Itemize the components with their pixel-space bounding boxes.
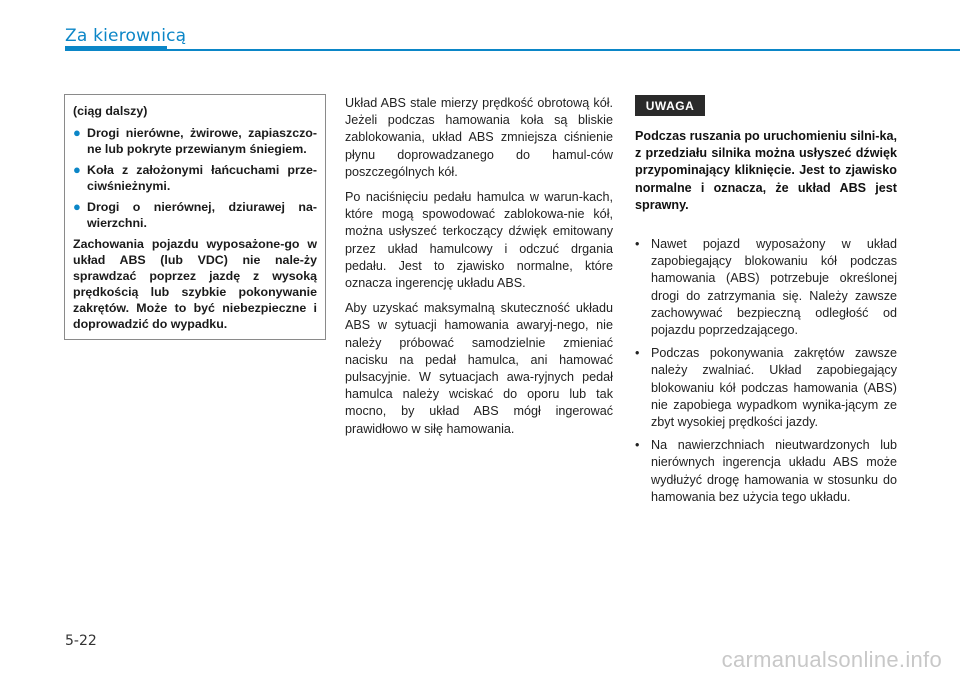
- list-item: [73, 199, 317, 231]
- bullet-icon: ●: [73, 162, 81, 177]
- list-item-text: Podczas pokonywania zakrętów zawsze należy zwalniać. Układ zapobiegający blokowaniu kół podczas hamowania (ABS) nie zapobiega wypadkom wynika-jącym ze zbyt wysokiej prędkości jazdy.: [651, 346, 897, 430]
- paragraph: Aby uzyskać maksymalną skuteczność układu ABS w sytuacji hamowania awaryj-nego, nie należy próbować samodzielnie zmieniać nacisku na pedał hamulca, ani hamować pulsacyjnie. W sytuacjach awa-ryjnych pedał hamulca należy wciskać do oporu lub tak mocno, by układ ABS mógł ingerować prawidłowo w siłę hamowania.: [345, 301, 613, 436]
- continued-heading: (ciąg dalszy): [73, 104, 148, 118]
- header-rule: [65, 49, 960, 51]
- header-accent-bar: [65, 46, 167, 51]
- paragraph: Po naciśnięciu pedału hamulca w warun-kach, które mogą spowodować zablokowa-nie kół, można usłyszeć terkoczący dźwięk emitowany przez układ hamulcowy i odczuć drgania pedału. Jest to zjawisko normalne, które oznacza ingerencję układu ABS.: [345, 190, 613, 291]
- bullet-icon: ●: [73, 125, 81, 140]
- bullet-icon: •: [635, 438, 640, 453]
- bullet-icon: ●: [73, 199, 81, 214]
- bullet-icon: •: [635, 237, 640, 252]
- abs-description-column: [345, 95, 613, 446]
- bullet-icon: •: [635, 346, 640, 361]
- list-item: [73, 162, 317, 194]
- list-item-text: Nawet pojazd wyposażony w układ zapobiegający blokowaniu kół podczas hamowania (ABS) potrzebuje określonej drogi do zatrzymania się. Należy zawsze zachowywać bezpieczną odległość od pojazdu poprzedzającego.: [651, 237, 897, 338]
- list-item-text: Na nawierzchniach nieutwardzonych lub nierównych ingerencja układu ABS może wydłużyć drogę hamowania w stosunku do hamowania bez użycia tego układu.: [651, 438, 897, 504]
- list-item-text: Drogi o nierównej, dziurawej na-wierzchni.: [87, 200, 317, 230]
- list-item-text: Koła z założonymi łańcuchami prze-ciwśnieżnymi.: [87, 163, 317, 193]
- continued-warning-box: [64, 94, 326, 340]
- notice-column: [635, 128, 897, 512]
- list-item-text: Drogi nierówne, żwirowe, zapiaszczo-ne lub pokryte przewianym śniegiem.: [87, 126, 317, 156]
- notice-lead: Podczas ruszania po uruchomieniu silni-ka, z przedziału silnika można usłyszeć dźwięk przypominający kliknięcie. Jest to zjawisko normalne i oznacza, że układ ABS jest sprawny.: [635, 129, 897, 212]
- page-number: 5-22: [65, 633, 97, 649]
- watermark: carmanualsonline.info: [721, 647, 942, 672]
- condition-list: [73, 125, 317, 231]
- list-item: [635, 236, 897, 339]
- notice-list: [635, 236, 897, 506]
- list-item: [635, 345, 897, 431]
- notice-badge: UWAGA: [635, 95, 705, 116]
- list-item: [73, 125, 317, 157]
- list-item: [635, 437, 897, 506]
- section-title: Za kierownicą: [65, 26, 187, 46]
- warning-paragraph: Zachowania pojazdu wyposażone-go w układ ABS (lub VDC) nie nale-ży sprawdzać poprzez jazdę z wysoką prędkością lub szybkie pokonywanie zakrętów. Może to być niebezpieczne i doprowadzić do wypadku.: [73, 237, 317, 331]
- paragraph: Układ ABS stale mierzy prędkość obrotową kół. Jeżeli podczas hamowania koła są bliskie zablokowania, układ ABS zmniejsza ciśnienie płynu doprowadzanego do hamul-ców poszczególnych kół.: [345, 96, 613, 179]
